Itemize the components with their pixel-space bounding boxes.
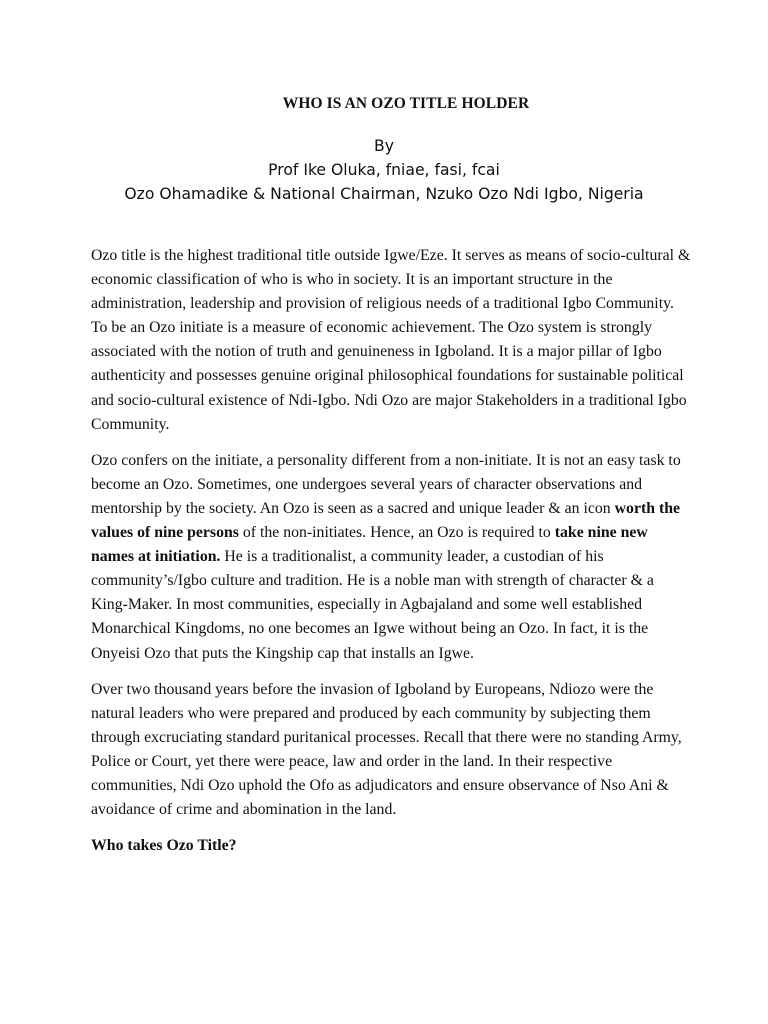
document-title: WHO IS AN OZO TITLE HOLDER [282, 95, 530, 112]
section-heading: Who takes Ozo Title? [91, 837, 237, 855]
paragraph-2 [91, 449, 691, 666]
paragraph-2-text-b: of the non-initiates. Hence, an Ozo is required to [238, 524, 555, 542]
byline-by: By [374, 137, 394, 155]
paragraph-1: Ozo title is the highest traditional title outside Igwe/Eze. It serves as means of socio-cultural & economic classification of who is who in society. It is an important structure in the administration, leadership and provision of religious needs of a traditional Igbo Community. To be an Ozo initiate is a measure of economic achievement. The Ozo system is strongly associated with the notion of truth and genuineness in Igboland. It is a major pillar of Igbo authenticity and possesses genuine original philosophical foundations for sustainable political and socio-cultural existence of Ndi-Igbo. Ndi Ozo are major Stakeholders in a traditional Igbo Community. [91, 247, 691, 433]
author-role: Ozo Ohamadike & National Chairman, Nzuko Ozo Ndi Igbo, Nigeria [124, 185, 644, 203]
author-name: Prof Ike Oluka, fniae, fasi, fcai [268, 161, 500, 179]
paragraph-2-bold-nine-names: take nine new names at initiation. [91, 524, 648, 566]
paragraph-2-bold-nine-persons: worth the values of nine persons [91, 499, 681, 542]
paragraph-2-text-c: He is a traditionalist, a community leader, a custodian of his community’s/Igbo culture and tradition. He is a noble man with strength of character & a King-Maker. In most communities, especially in Agbajaland and some well established Monarchical Kingdoms, no one becomes an Igwe without being an Ozo. In fact, it is the Onyeisi Ozo that puts the Kingship cap that installs an Igwe. [91, 548, 654, 662]
document-body [91, 244, 691, 858]
paragraph-2-text-a: Ozo confers on the initiate, a personality different from a non-initiate. It is not an easy task to become an Ozo. Sometimes, one undergoes several years of character observations and mentorship by the society. An Ozo is seen as a sacred and unique leader & an icon [91, 451, 681, 517]
paragraph-3: Over two thousand years before the invasion of Igboland by Europeans, Ndiozo were the natural leaders who were prepared and produced by each community by subjecting them through excruciating standard puritanical processes. Recall that there were no standing Army, Police or Court, yet there were peace, law and order in the land. In their respective communities, Ndi Ozo uphold the Ofo as adjudicators and ensure observance of Nso Ani & avoidance of crime and abomination in the land. [91, 680, 682, 819]
